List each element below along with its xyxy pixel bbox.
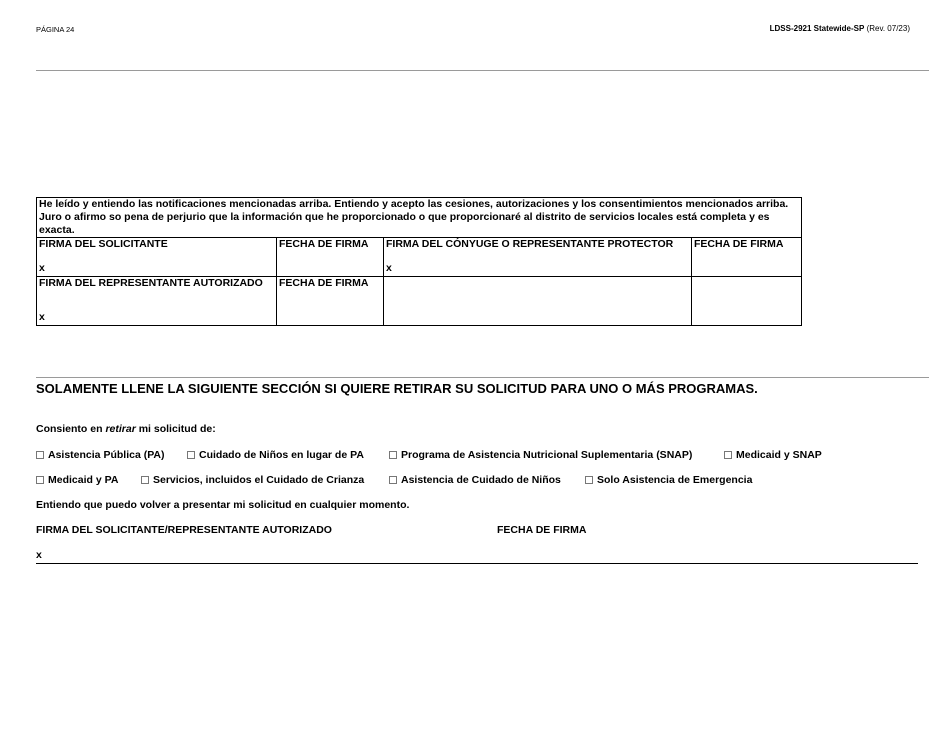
signature-date-label: FECHA DE FIRMA [694, 238, 784, 250]
option-public-assistance[interactable] [36, 449, 165, 461]
consent-emphasis: retirar [105, 423, 136, 435]
consent-suffix: mi solicitud de: [138, 423, 216, 435]
withdraw-signature-label: FIRMA DEL SOLICITANTE/REPRESENTANTE AUTORIZADO [36, 524, 332, 536]
option-label: Programa de Asistencia Nutricional Suplementaria (SNAP) [401, 449, 693, 461]
form-code: LDSS-2921 Statewide-SP [769, 24, 865, 33]
signature-x-mark: x [39, 311, 45, 323]
empty-cell [384, 277, 692, 326]
signature-date-label: FECHA DE FIRMA [279, 277, 369, 289]
spouse-date-field[interactable] [692, 238, 802, 277]
option-medicaid-pa[interactable] [36, 474, 118, 486]
signature-x-mark: x [39, 262, 45, 274]
signature-table [36, 197, 802, 326]
option-childcare-assistance[interactable] [389, 474, 561, 486]
checkbox-icon[interactable] [724, 451, 732, 459]
option-snap[interactable] [389, 449, 692, 461]
applicant-date-field[interactable] [277, 238, 384, 277]
authorized-rep-date-field[interactable] [277, 277, 384, 326]
checkbox-icon[interactable] [585, 476, 593, 484]
option-label: Asistencia Pública (PA) [48, 449, 165, 461]
checkbox-icon[interactable] [389, 451, 397, 459]
withdraw-signature-x: x [36, 549, 42, 561]
withdraw-date-label: FECHA DE FIRMA [497, 524, 587, 536]
withdraw-section-title: SOLAMENTE LLENE LA SIGUIENTE SECCIÓN SI QUIERE RETIRAR SU SOLICITUD PARA UNO O MÁS PROGRAMAS. [36, 381, 758, 396]
consent-prefix: Consiento en [36, 423, 103, 435]
applicant-signature-field[interactable] [37, 238, 277, 277]
certification-statement: He leído y entiendo las notificaciones mencionadas arriba. Entiendo y acepto las cesiones, autorizaciones y los consentimientos mencionados arriba. Juro o afirmo so pena de perjurio que la información que he proporcionado o que proporcionaré al distrito de servicios locales está completa y es exacta. [37, 198, 802, 238]
checkbox-icon[interactable] [36, 476, 44, 484]
resubmit-note: Entiendo que puedo volver a presentar mi solicitud en cualquier momento. [36, 499, 410, 511]
consent-line [36, 423, 216, 435]
checkbox-icon[interactable] [187, 451, 195, 459]
checkbox-icon[interactable] [389, 476, 397, 484]
checkbox-icon[interactable] [141, 476, 149, 484]
option-label: Servicios, incluidos el Cuidado de Crianza [153, 474, 365, 486]
spouse-signature-field[interactable] [384, 238, 692, 277]
withdraw-signature-line[interactable] [36, 563, 918, 564]
empty-cell [692, 277, 802, 326]
signature-x-mark: x [386, 262, 392, 274]
option-label: Medicaid y SNAP [736, 449, 822, 461]
authorized-rep-signature-label: FIRMA DEL REPRESENTANTE AUTORIZADO [39, 277, 263, 289]
option-childcare-in-lieu[interactable] [187, 449, 364, 461]
option-label: Asistencia de Cuidado de Niños [401, 474, 561, 486]
header-divider [36, 70, 929, 71]
signature-date-label: FECHA DE FIRMA [279, 238, 369, 250]
option-emergency-assistance[interactable] [585, 474, 752, 486]
form-identifier [770, 24, 910, 33]
option-services-foster-care[interactable] [141, 474, 364, 486]
option-label: Medicaid y PA [48, 474, 119, 486]
option-label: Solo Asistencia de Emergencia [597, 474, 753, 486]
checkbox-icon[interactable] [36, 451, 44, 459]
applicant-signature-label: FIRMA DEL SOLICITANTE [39, 238, 168, 250]
option-label: Cuidado de Niños en lugar de PA [199, 449, 364, 461]
section-divider [36, 377, 929, 378]
option-medicaid-snap[interactable] [724, 449, 822, 461]
page-number: PÁGINA 24 [36, 25, 75, 34]
authorized-rep-signature-field[interactable] [37, 277, 277, 326]
form-revision: (Rev. 07/23) [866, 24, 910, 33]
spouse-signature-label: FIRMA DEL CÓNYUGE O REPRESENTANTE PROTECTOR [386, 238, 674, 250]
